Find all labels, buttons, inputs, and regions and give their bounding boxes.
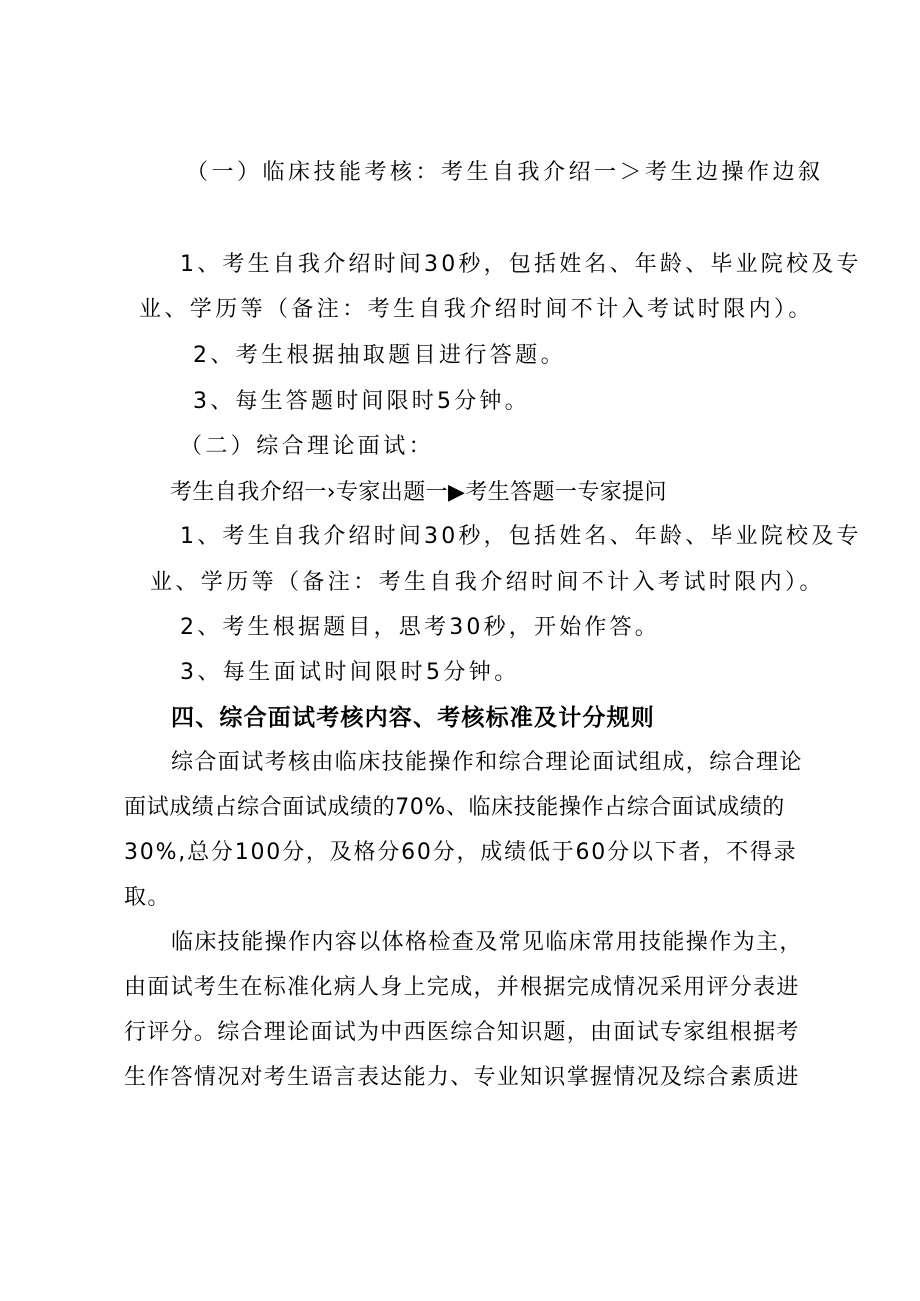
section1-heading: （一）临床技能考核：考生自我介绍一＞考生边操作边叙	[186, 160, 824, 185]
section4-paragraph1-line-3: 30%,总分100分，及格分60分，成绩低于60分以下者，不得录	[124, 840, 798, 865]
section1-item-1: 1、考生自我介绍时间30秒，包括姓名、年龄、毕业院校及专	[180, 252, 862, 277]
section4-paragraph2-line-1: 临床技能操作内容以体格检查及常见临床常用技能操作为主，	[171, 930, 803, 955]
section4-paragraph1-line-2: 面试成绩占综合面试成绩的70%、临床技能操作占综合面试成绩的	[124, 795, 785, 820]
section2-flow: 考生自我介绍一›专家出题一▶考生答题一专家提问	[170, 480, 667, 505]
section4-paragraph2-line-4: 生作答情况对考生语言表达能力、专业知识掌握情况及综合素质进	[124, 1065, 800, 1090]
section4-paragraph1-line-1: 综合面试考核由临床技能操作和综合理论面试组成，综合理论	[171, 750, 803, 775]
section1-item-3: 3、每生答题时间限时5分钟。	[193, 389, 530, 414]
section4-paragraph1-line-4: 取。	[124, 885, 171, 910]
section2-item-1-cont: 业、学历等（备注：考生自我介绍时间不计入考试时限内）。	[150, 570, 825, 595]
section4-heading: 四、综合面试考核内容、考核标准及计分规则	[171, 705, 655, 731]
section2-item-1: 1、考生自我介绍时间30秒，包括姓名、年龄、毕业院校及专	[180, 524, 862, 549]
section4-paragraph2-line-2: 由面试考生在标准化病人身上完成，并根据完成情况采用评分表进	[124, 975, 800, 1000]
section2-heading: （二）综合理论面试：	[180, 434, 435, 459]
section2-item-2: 2、考生根据题目，思考30秒，开始作答。	[180, 615, 660, 640]
section1-item-1-cont: 业、学历等（备注：考生自我介绍时间不计入考试时限内）。	[139, 297, 814, 322]
section4-paragraph2-line-3: 行评分。综合理论面试为中西医综合知识题，由面试专家组根据考	[124, 1020, 800, 1045]
section2-item-3: 3、每生面试时间限时5分钟。	[180, 660, 520, 685]
section1-item-2: 2、考生根据抽取题目进行答题。	[193, 343, 566, 368]
